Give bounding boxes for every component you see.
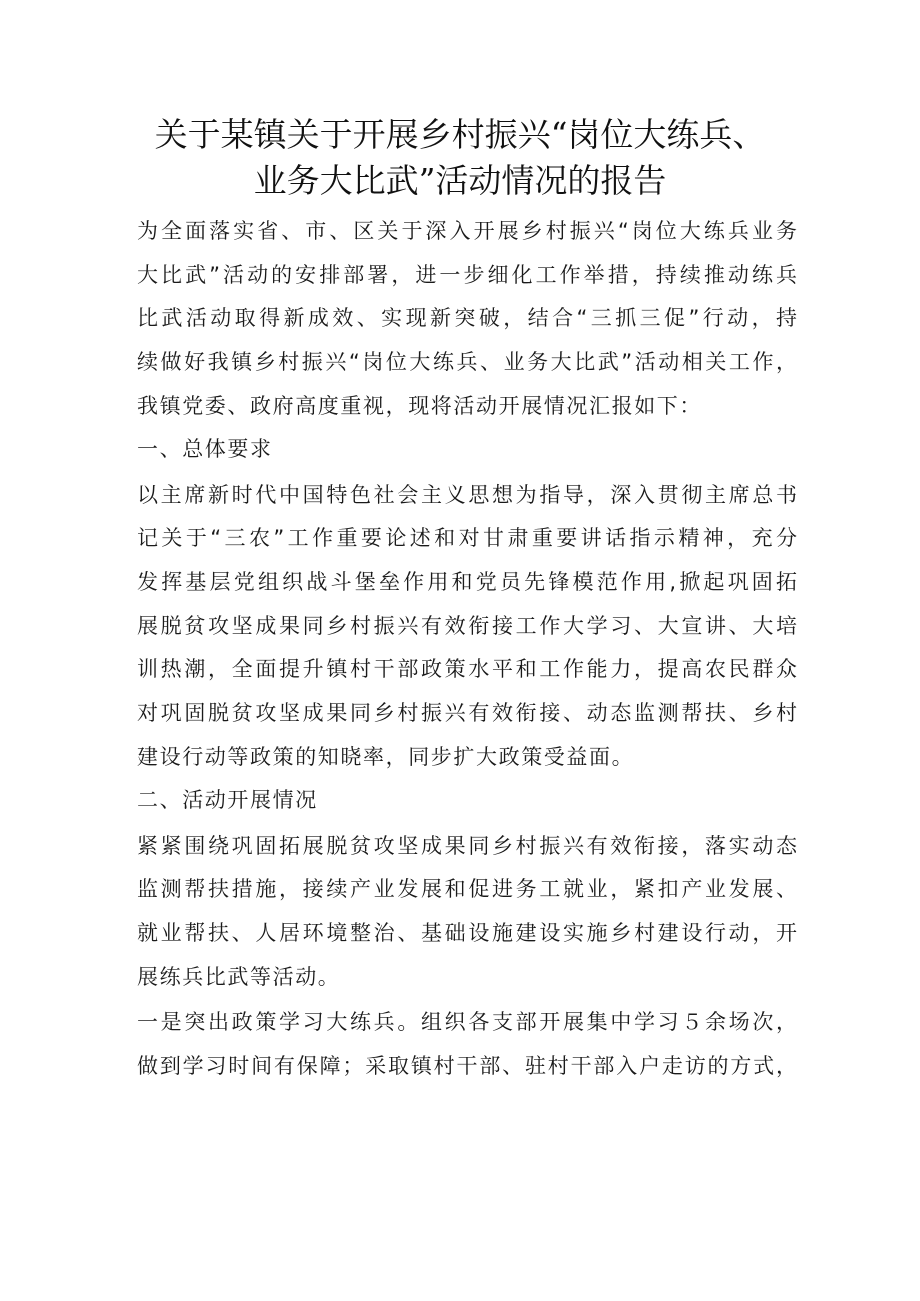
document-title-line-2: 业务大比武”活动情况的报告: [253, 161, 667, 200]
body-text-line: 大比武”活动的安排部署，进一步细化工作举措，持续推动练兵: [137, 262, 797, 287]
body-text-line: 展脱贫攻坚成果同乡村振兴有效衔接工作大学习、大宣讲、大培: [137, 613, 797, 638]
body-text-line: 比武活动取得新成效、实现新突破，结合“三抓三促”行动，持: [137, 306, 797, 331]
body-text-line: 建设行动等政策的知晓率，同步扩大政策受益面。: [137, 744, 635, 769]
body-text-line: 为全面落实省、市、区关于深入开展乡村振兴“岗位大练兵业务: [137, 219, 797, 243]
document-title-line-1: 关于某镇关于开展乡村振兴“岗位大练兵、: [154, 115, 766, 154]
document-body: [137, 210, 797, 1088]
body-text-line: 一、总体要求: [137, 437, 273, 462]
body-text-line: 展练兵比武等活动。: [137, 964, 341, 989]
body-text-line: 一是突出政策学习大练兵。组织各支部开展集中学习５余场次，: [137, 1009, 797, 1034]
body-text-line: 记关于“三农”工作重要论述和对甘肃重要讲话指示精神，充分: [137, 526, 797, 551]
body-text-line: 做到学习时间有保障；采取镇村干部、驻村干部入户走访的方式，: [137, 1053, 797, 1078]
body-text-line: 紧紧围绕巩固拓展脱贫攻坚成果同乡村振兴有效衔接，落实动态: [137, 833, 797, 858]
body-text-line: 对巩固脱贫攻坚成果同乡村振兴有效衔接、动态监测帮扶、乡村: [137, 701, 797, 726]
body-text-line: 监测帮扶措施，接续产业发展和促进务工就业，紧扣产业发展、: [137, 877, 797, 902]
body-text-line: 发挥基层党组织战斗堡垒作用和党员先锋模范作用,掀起巩固拓: [137, 570, 797, 594]
body-text-line: 我镇党委、政府高度重视，现将活动开展情况汇报如下：: [137, 393, 702, 418]
body-text-line: 就业帮扶、人居环境整治、基础设施建设实施乡村建设行动，开: [137, 921, 797, 945]
body-text-line: 训热潮，全面提升镇村干部政策水平和工作能力，提高农民群众: [137, 657, 797, 682]
body-text-line: 以主席新时代中国特色社会主义思想为指导，深入贯彻主席总书: [137, 482, 797, 507]
body-text-line: 续做好我镇乡村振兴“岗位大练兵、业务大比武”活动相关工作，: [137, 350, 797, 375]
body-text-line: 二、活动开展情况: [137, 788, 318, 813]
